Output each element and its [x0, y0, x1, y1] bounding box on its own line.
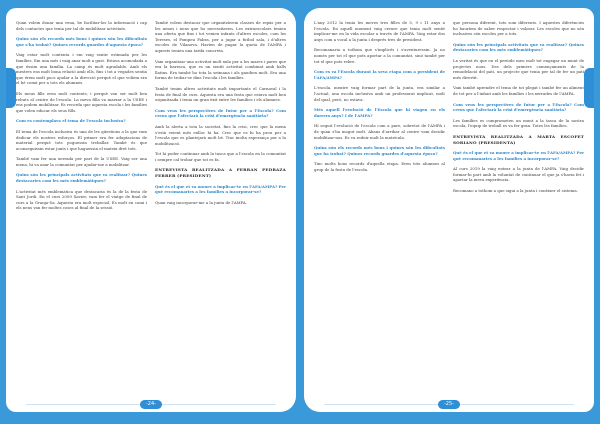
body-paragraph: Hi seguit l'evolució de l'escola com a pare, sobretot de l'AMPA i de quan s'ha mogut molt. Abans d'arribar al centre vam decidir mobilitzar-nos. Es va reduir molt la matrícula.: [314, 123, 445, 140]
interview-question: Quins són les principals activitats que va realitzar? Quines destacaries com les més emblemàtiques?: [453, 41, 584, 53]
interview-question: Quins són els records més bons i quines són les dificultats que s'ha trobat? Quines records guardes d'aquesta época?: [16, 36, 147, 47]
right-column-1: [314, 20, 445, 394]
interview-question: Com veus les perspectives de futur per a l'Escola? Com creus que l'afectarà la crisi d'emergència sanitària?: [453, 101, 584, 113]
interview-question: Quins són els records més bons i quines són les dificultats que ha trobat? Quines records guardes d'aquesta época?: [314, 145, 445, 156]
body-paragraph: El tema de l'escola inclusiva és una de les qüestions a la que vam dedicar els nostres esforços. El primer era fer adaptacions de material perquè tots poguessin treballar. També és que aconseguissin estar junts i que haguessin el mateix dret tots.: [16, 128, 147, 151]
body-paragraph: La veritat és que en el període meu molt tot engegar un munt de projectes nous. Des dels primers començaments de la remodelació del pati, un projecte que tenia per tal de fer un pati més divertit.: [453, 57, 584, 80]
interview-question: Com es contemplava el tema de l'escola inclusiva?: [16, 118, 126, 124]
left-page-tab: [6, 68, 16, 108]
body-paragraph: Quan vaig incorporar-me a la junta de l'AMPA.: [155, 199, 247, 205]
right-page: [304, 8, 594, 412]
left-column-2: [155, 20, 286, 394]
body-paragraph: L'any 2012 la tenia les meves tres filles de 5, 9 i 11 anys a l'escola. En aquell moment vaig creure que tenia molt sentit implicar-me en la vida escolar a través de l'AMPA. Vaig estar dos anys com a vocal a la junta i després tres de president.: [314, 20, 445, 42]
body-paragraph: També vam fer una xerrada per part de la USEE. Vaig ser una mena, hi va anar la comunitat per ajudar-me a mobilitzar.: [16, 156, 147, 167]
right-column-2: [453, 20, 584, 394]
page-number-footer: [6, 390, 296, 409]
body-paragraph: Tot hi poder continuar amb la tasca que a l'escola en la comunitat i sempre cal trobar que tot es fa.: [155, 151, 286, 162]
right-page-columns: [314, 20, 584, 394]
body-paragraph: Vam també aprendre el tema de tot plegat i també fer un aliment de tot per a l'infant amb les famílies i les xerrades de l'AMPA.: [453, 85, 584, 96]
interview-heading: ENTREVISTA REALITZADA A FERRAN PEDRAZA FERRER (PRESIDENT): [155, 167, 286, 179]
body-paragraph: Quan volem donar una vena, be facilitar-los la informació i cap dels contactes que tenia per tal de mobilitzar activitats.: [16, 20, 147, 31]
body-paragraph: Recomanaria a tothom que s'implicés i s'aventuressin. Ja no només per tot el que pots aportar a la comunitat, sinó també per tot el que pots rebre.: [314, 47, 445, 64]
left-column-1: [16, 20, 147, 394]
left-page-columns: [16, 20, 286, 394]
body-paragraph: També volem destacar que organitzàvem classes de repàs per a les nenes i nens que ho necessitaven. Les extraescolars tenien una oferta que fins i tot venien infants d'altres escoles, com les Tereses, el Pompeu Fabra, per a jugar a futbol sala, i d'altres escoles de Vilanova. Havien de pagar la quota de l'AMPA i aquests tenien una tarifa concreta.: [155, 20, 286, 53]
interview-question: Com es va l'Escola durant la seva etapa com a president de l'AFA/AMPA?: [314, 69, 445, 80]
interview-question: Què és el que et va moure a implicar-te en l'AFA/AMPA? Per què recomanaries a les famílies a incorporar-se?: [155, 183, 286, 195]
interview-question: Més aquell l'evolució de l'Escola que hi viagen en els darrers anys? I de l'AMPA?: [314, 107, 445, 118]
interview-question: Què és el que et va moure a implicar-te en l'AFA/AMPA? Per què recomanaries a les famílies a incorporar-se?: [453, 150, 584, 161]
body-paragraph: Recomano a tothom a que sigui a la junta i conèixer el sistema.: [453, 188, 578, 194]
page-number: -24-: [140, 400, 162, 409]
body-paragraph: L'escola, mentre vaig formar part de la junta, era similar a l'actual, una escola inclusiva amb un professorat implicat, molt del qual, però, no estava.: [314, 85, 445, 102]
page-number: -25-: [438, 400, 460, 409]
body-paragraph: Vam organitzar una activitat molt xula per a les mares i pares que era la barraca, que es un sentit activitat combinat amb balls llatins. Era també ho tota la setmana i als gaudien molt. Era una forma de trobar-se dins l'escola i les famílies.: [155, 58, 286, 81]
body-paragraph: Les famílies es comprometen un munt a la tasca de la nostra escola, l'equip de treball es va fer gran. Totes les famílies.: [453, 117, 584, 129]
body-paragraph: Al curs 2019 la vaig entrar a la junta de l'AMPA. Vaig decidir formar-hi part amb la voluntat de continuar el que ja s'havia fet i aportar la meva experiència.: [453, 166, 584, 183]
page-number-footer: [304, 390, 594, 409]
body-paragraph: També tenim altres activitats molt importants el Carnaval i la festa de final de curs. Aquesta era una festa que estava molt ben organitzada i tenia un gran èxit entre les famílies i els alumnes.: [155, 85, 286, 103]
body-paragraph: Els meus fills eren molt contents, i perquè van ser molt ben rebuts al centre de l'escola. La meva filla va marxar a la USEE i ens podem mobilitzar. Es recorda que aquesta escola i les famílies que volen educar els seus fills.: [16, 90, 147, 113]
right-page-tab: [584, 68, 594, 108]
body-paragraph: que persona diferent, tots som diferents. I aquestes diferències ho hauríem de saber respectar i valorar. Les escoles que no són inclusives són escoles per a tots.: [453, 20, 584, 37]
body-paragraph: L'activitat més emblemàtica que destacaria és la de la festa de Sant Jordi. En el curs 2009 Xavier, vam fer el viatge de final de curs a la Granja-Sa. Aquesta era molt especial. Es molt en cami i els nens van fer moltes coses al final de la sessió.: [16, 188, 147, 211]
body-paragraph: Vaig estar molt contenta i em vaig sentir estimada per les famílies. Em una més i vaig anar molt a gust. Estava acomodada a que éssim una família. La camp és molt agradable. Amb els mestres ens molt bona relació amb ells, fins i tot a vegades sentia que érem molt pocs ajudar a la direcció perquè el que volíem era el bé comú per a tots els alumnes.: [16, 52, 147, 86]
interview-question: Com veus les perspectives de futur per a l'Escola? Com creus que l'afectarà la crisi d'emergència sanitària?: [155, 107, 286, 119]
interview-heading: ENTREVISTA REALITZADA A MARTA ESCOFET SORIANO (PRESIDENTA): [453, 133, 584, 145]
body-paragraph: Amb la alerta a tota la societat, fins la crisi, crec que la mena s'està veient més enlloc hi ha. Crec que es hi ha prou per a l'escola que es plantejarà molt bé. Tinc molta esperança per a la mobilització.: [155, 123, 286, 146]
body-paragraph: Tinc molts bons records d'aquella etapa. Eren tots alumnes al grup de la festa de l'escola.: [314, 161, 445, 172]
interview-question: Quins són les principals activitats que va realitzar? Quines destacaries com les més emblemàtiques?: [16, 172, 147, 184]
left-page: [6, 8, 296, 412]
